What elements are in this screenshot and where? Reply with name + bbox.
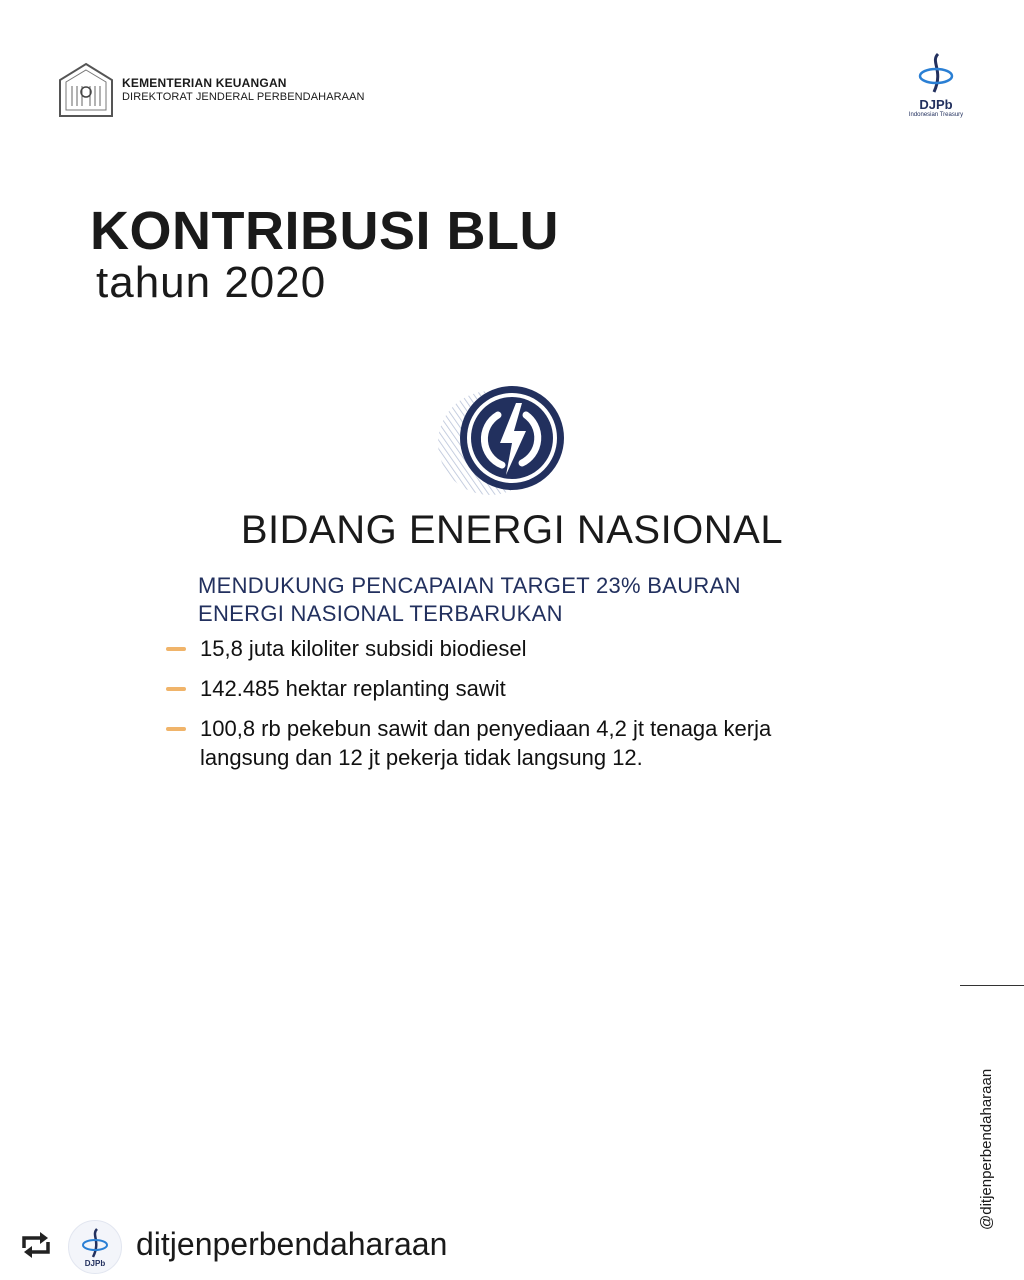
- avatar[interactable]: [68, 1220, 122, 1274]
- bullet-text: 142.485 hektar replanting sawit: [200, 676, 506, 701]
- bullet-dash-icon: [166, 647, 186, 651]
- ministry-emblem-icon: [58, 62, 114, 118]
- djpb-avatar-icon: [69, 1221, 121, 1273]
- ministry-line1: KEMENTERIAN KEUANGAN: [122, 75, 287, 90]
- side-handle: [978, 1012, 998, 1230]
- energy-bolt-icon: [430, 385, 570, 495]
- djpb-logo-text: DJPb: [919, 97, 953, 112]
- djpb-logo-sub: Indonesian Treasury: [908, 112, 964, 118]
- side-divider: [960, 985, 1024, 986]
- bullet-text: 100,8 rb pekebun sawit dan penyediaan 4,2 jt tenaga kerja langsung dan 12 jt pekerja tidak langsung 12.: [200, 716, 772, 770]
- bullet-dash-icon: [166, 727, 186, 731]
- ministry-name: [122, 76, 365, 105]
- bullet-dash-icon: [166, 687, 186, 691]
- support-line2: ENERGI NASIONAL TERBARUKAN: [198, 601, 563, 626]
- djpb-logo: [904, 52, 968, 118]
- ministry-line2: DIREKTORAT JENDERAL PERBENDAHARAAN: [122, 90, 365, 103]
- list-item: [166, 674, 866, 703]
- support-statement: [198, 572, 838, 628]
- username-link[interactable]: ditjenperbendaharaan: [136, 1226, 448, 1262]
- bullet-text: 15,8 juta kiloliter subsidi biodiesel: [200, 636, 527, 661]
- support-line1: MENDUKUNG PENCAPAIAN TARGET 23% BAURAN: [198, 573, 741, 598]
- avatar-text: DJPb: [84, 1259, 106, 1268]
- list-item: [166, 634, 866, 663]
- bullet-list: [166, 634, 866, 783]
- repost-footer: [0, 1210, 1024, 1280]
- page-subtitle: tahun 2020: [96, 258, 327, 307]
- section-heading: BIDANG ENERGI NASIONAL: [240, 508, 784, 552]
- djpb-logo-icon: [916, 52, 956, 94]
- side-handle-text: @ditjenperbendaharaan: [978, 1068, 995, 1230]
- list-item: [166, 714, 866, 772]
- page-title: KONTRIBUSI BLU: [90, 201, 559, 261]
- ministry-header: [58, 62, 365, 118]
- repost-icon[interactable]: [18, 1230, 54, 1260]
